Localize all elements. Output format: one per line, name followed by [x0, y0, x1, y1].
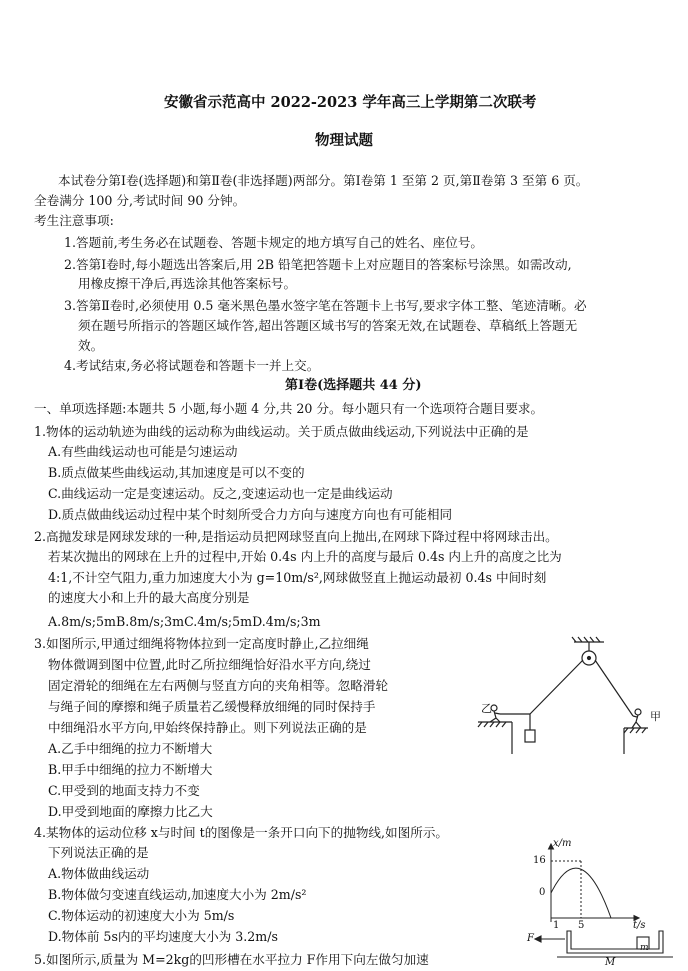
- q2-line-4: 的速度大小和上升的最大高度分别是: [48, 590, 250, 605]
- q4-graph-y16: 16: [533, 855, 546, 866]
- q1-stem: 1.物体的运动轨迹为曲线的运动称为曲线运动。关于质点做曲线运动,下列说法中正确的是: [34, 424, 529, 439]
- note-3c: 效。: [78, 338, 104, 353]
- q5-label-m: m: [640, 943, 649, 953]
- q4-xt-graph: [535, 840, 645, 930]
- q4-option-c: C.物体运动的初速度大小为 5m/s: [48, 908, 235, 923]
- intro-line-2: 全卷满分 100 分,考试时间 90 分钟。: [34, 193, 246, 208]
- q4-line-1: 4.某物体的运动位移 x与时间 t的图像是一条开口向下的抛物线,如图所示。: [34, 825, 449, 840]
- q3-option-b: B.甲手中细绳的拉力不断增大: [48, 762, 213, 777]
- exam-title: 安徽省示范高中 2022-2023 学年高三上学期第二次联考: [164, 94, 537, 111]
- q3-option-a: A.乙手中细绳的拉力不断增大: [48, 741, 213, 756]
- intro-line-1: 本试卷分第Ⅰ卷(选择题)和第Ⅱ卷(非选择题)两部分。第Ⅰ卷第 1 至第 2 页,第Ⅱ卷第 3 至第 6 页。: [58, 173, 589, 188]
- q3-label-jia: 甲: [650, 710, 661, 723]
- q3-option-c: C.甲受到的地面支持力不变: [48, 783, 200, 798]
- q3-pulley-figure: [478, 636, 648, 756]
- q1-option-c: C.曲线运动一定是变速运动。反之,变速运动也一定是曲线运动: [48, 486, 393, 501]
- q3-option-d: D.甲受到地面的摩擦力比乙大: [48, 804, 213, 819]
- q3-line-5: 中细绳沿水平方向,甲始终保持静止。则下列说法正确的是: [48, 720, 367, 735]
- q5-label-f: F: [527, 933, 534, 944]
- q1-option-a: A.有些曲线运动也可能是匀速运动: [48, 444, 238, 459]
- q4-option-b: B.物体做匀变速直线运动,加速度大小为 2m/s²: [48, 887, 307, 902]
- part1-instruction: 一、单项选择题:本题共 5 小题,每小题 4 分,共 20 分。每小题只有一个选项符合题目要求。: [34, 401, 544, 416]
- q4-graph-origin: 0: [539, 887, 546, 898]
- q4-line-2: 下列说法正确的是: [48, 845, 149, 860]
- q2-options: A.8m/s;5mB.8m/s;3mC.4m/s;5mD.4m/s;3m: [48, 614, 321, 629]
- note-3a: 3.答第Ⅱ卷时,必须使用 0.5 毫米黑色墨水签字笔在答题卡上书写,要求字体工整、笔迹清晰。必: [64, 298, 587, 313]
- q4-graph-xlabel: t/s: [633, 920, 646, 931]
- q2-line-1: 2.高抛发球是网球发球的一种,是指运动员把网球竖直向上抛出,在网球下降过程中将网球击出。: [34, 529, 558, 544]
- note-2b: 用橡皮擦干净后,再选涂其他答案标号。: [78, 276, 297, 291]
- notes-title: 考生注意事项:: [34, 213, 114, 228]
- q2-line-2: 若某次抛出的网球在上升的过程中,开始 0.4s 内上升的高度与最后 0.4s 内上升的高度之比为: [48, 549, 562, 564]
- q4-graph-t1: 1: [553, 920, 560, 931]
- q3-line-2: 物体微调到图中位置,此时乙所拉细绳恰好沿水平方向,绕过: [48, 657, 371, 672]
- q3-label-yi: 乙: [481, 702, 492, 715]
- q4-option-d: D.物体前 5s内的平均速度大小为 3.2m/s: [48, 929, 278, 944]
- q4-graph-t5: 5: [578, 920, 585, 931]
- q1-option-b: B.质点做某些曲线运动,其加速度是可以不变的: [48, 465, 305, 480]
- q4-option-a: A.物体做曲线运动: [48, 866, 150, 881]
- q4-graph-ylabel: x/m: [553, 838, 572, 849]
- q5-line-1: 5.如图所示,质量为 M=2kg的凹形槽在水平拉力 F作用下向左做匀加速: [34, 952, 429, 967]
- q2-line-3: 4:1,不计空气阻力,重力加速度大小为 g=10m/s²,网球做竖直上抛运动最初 0.4s 中间时刻: [48, 570, 547, 585]
- q5-label-big-m: M: [605, 957, 616, 968]
- part1-heading: 第Ⅰ卷(选择题共 44 分): [285, 378, 422, 393]
- q3-line-3: 固定滑轮的细绳在左右两侧与竖直方向的夹角相等。忽略滑轮: [48, 678, 389, 693]
- note-4: 4.考试结束,务必将试题卷和答题卡一并上交。: [64, 358, 320, 373]
- note-2a: 2.答第Ⅰ卷时,每小题选出答案后,用 2B 铅笔把答题卡上对应题目的答案标号涂黑。如需改动,: [64, 257, 572, 272]
- q3-line-4: 与绳子间的摩擦和绳子质量若乙缓慢释放细绳的同时保持手: [48, 699, 376, 714]
- q3-line-1: 3.如图所示,甲通过细绳将物体拉到一定高度时静止,乙拉细绳: [34, 636, 369, 651]
- q1-option-d: D.质点做曲线运动过程中某个时刻所受合力方向与速度方向也有可能相同: [48, 507, 453, 522]
- note-3b: 须在题号所指示的答题区域作答,超出答题区域书写的答案无效,在试题卷、草稿纸上答题无: [78, 318, 578, 333]
- note-1: 1.答题前,考生务必在试题卷、答题卡规定的地方填写自己的姓名、座位号。: [64, 235, 484, 250]
- exam-subtitle: 物理试题: [315, 132, 373, 149]
